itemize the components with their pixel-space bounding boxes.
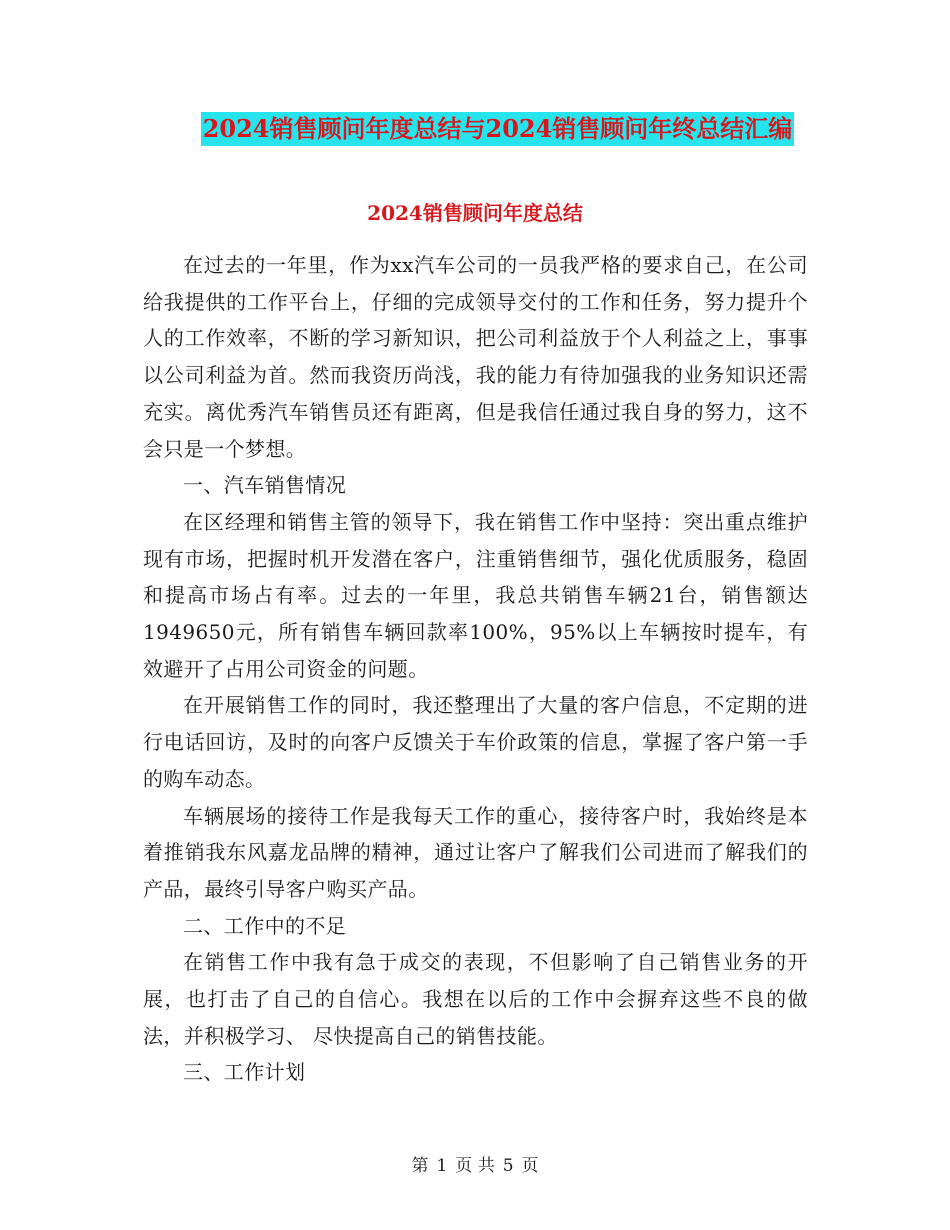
page-footer	[0, 1154, 950, 1178]
paragraph-sales-results: 在区经理和销售主管的领导下，我在销售工作中坚持：突出重点维护现有市场，把握时机开发潜在客户，注重销售细节，强化优质服务，稳固和提高市场占有率。过去的一年里，我总共销售车辆21台，销售额达1949650元，所有销售车辆回款率100%，95%以上车辆按时提车，有效避开了占用公司资金的问题。	[143, 509, 808, 681]
heading-work-plan: 三、工作计划	[183, 1060, 306, 1085]
paragraph-shortcomings: 在销售工作中我有急于成交的表现，不但影响了自己销售业务的开展，也打击了自己的自信心。我想在以后的工作中会摒弃这些不良的做法，并积极学习、 尽快提高自己的销售技能。	[143, 950, 808, 1048]
main-title: 2024销售顾问年度总结与2024销售顾问年终总结汇编	[201, 112, 795, 146]
heading-car-sales: 一、汽车销售情况	[183, 473, 347, 498]
footer-suffix: 页	[521, 1156, 539, 1176]
section-title: 2024销售顾问年度总结	[367, 201, 583, 225]
main-title-container	[0, 112, 950, 146]
paragraph-intro: 在过去的一年里，作为xx汽车公司的一员我严格的要求自己，在公司给我提供的工作平台上，仔细的完成领导交付的工作和任务，努力提升个人的工作效率，不断的学习新知识，把公司利益放于个人利益之上，事事以公司利益为首。然而我资历尚浅，我的能力有待加强我的业务知识还需充实。离优秀汽车销售员还有距离，但是我信任通过我自身的努力，这不会只是一个梦想。	[143, 253, 808, 461]
document-body	[143, 247, 808, 1091]
footer-middle: 页 共	[455, 1156, 495, 1176]
heading-shortcomings: 二、工作中的不足	[183, 913, 347, 938]
footer-current-page: 1	[436, 1156, 448, 1176]
paragraph-showroom: 车辆展场的接待工作是我每天工作的重心，接待客户时，我始终是本着推销我东风嘉龙品牌的精神，通过让客户了解我们公司进而了解我们的产品，最终引导客户购买产品。	[143, 803, 808, 901]
paragraph-customer-info: 在开展销售工作的同时，我还整理出了大量的客户信息，不定期的进行电话回访，及时的向客户反馈关于车价政策的信息，掌握了客户第一手的购车动态。	[143, 693, 808, 791]
footer-prefix: 第	[411, 1156, 429, 1176]
footer-total-pages: 5	[502, 1156, 514, 1176]
